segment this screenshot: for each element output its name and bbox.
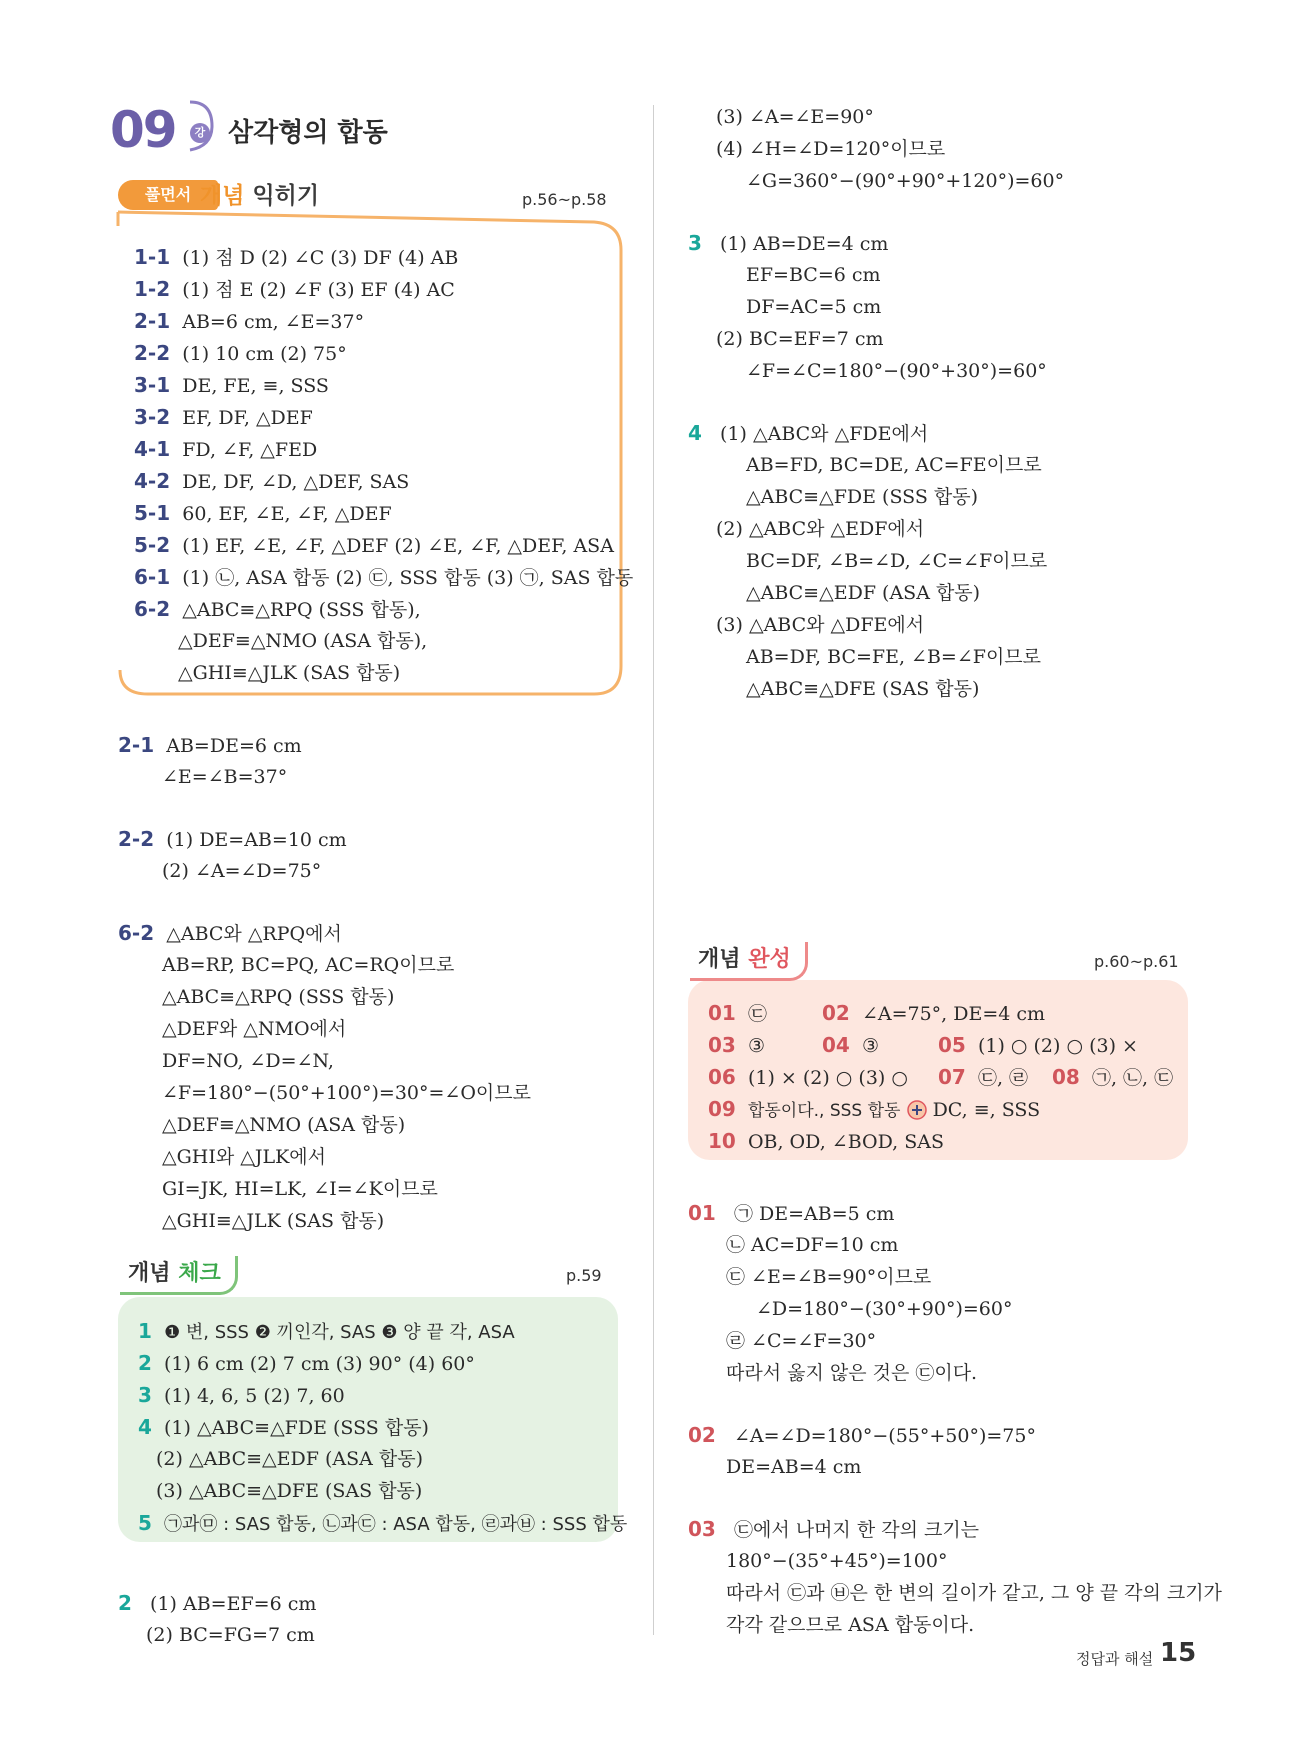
item-label: 4-2 xyxy=(134,469,171,493)
answer-item xyxy=(938,1064,1028,1091)
solution-line: ㉢ ∠E=∠B=90°이므로 xyxy=(726,1266,932,1288)
lesson-unit-badge: 강 xyxy=(190,123,210,143)
lesson-title: 삼각형의 합동 xyxy=(228,118,388,148)
item-label: 5-2 xyxy=(134,533,171,557)
solution-02 xyxy=(688,1422,1036,1449)
item-label: 4 xyxy=(138,1415,152,1439)
answer-item xyxy=(822,1000,1045,1027)
item-label: 3-1 xyxy=(134,373,171,397)
solution-line: (2) BC=FG=7 cm xyxy=(146,1624,315,1646)
item-text: (1) EF, ∠E, ∠F, △DEF (2) ∠E, ∠F, △DEF, ASA xyxy=(182,535,614,557)
answer-item xyxy=(708,1096,1040,1124)
solution-line: (3) ∠A=∠E=90° xyxy=(716,106,874,128)
answer-label: 01 xyxy=(708,1001,736,1025)
solution-line: AB=RP, BC=PQ, AC=RQ이므로 xyxy=(162,954,455,976)
solution-line: (4) ∠H=∠D=120°이므로 xyxy=(716,138,946,160)
solution-line: ∠A=∠D=180°−(55°+50°)=75° xyxy=(733,1425,1036,1447)
solution-line: (1) DE=AB=10 cm xyxy=(166,829,347,851)
solution-line: ∠E=∠B=37° xyxy=(162,766,288,788)
solution-line: 따라서 옳지 않은 것은 ㉢이다. xyxy=(726,1362,978,1384)
item-label: 3-2 xyxy=(134,405,171,429)
answer-item xyxy=(938,1032,1138,1059)
answer-text: ㉢ xyxy=(747,1003,767,1025)
solution-label: 2-2 xyxy=(118,827,155,851)
section-title-a: 개념 xyxy=(200,183,245,209)
solution-label: 3 xyxy=(688,231,702,255)
item-label: 3 xyxy=(138,1383,152,1407)
list-item xyxy=(138,1318,515,1346)
list-item xyxy=(138,1382,345,1409)
solution-2-2 xyxy=(118,826,347,853)
list-item xyxy=(134,532,614,559)
item-text: (1) 6 cm (2) 7 cm (3) 90° (4) 60° xyxy=(164,1353,475,1375)
solution-line: △GHI와 △JLK에서 xyxy=(162,1146,327,1168)
list-item xyxy=(134,404,313,431)
list-item xyxy=(134,308,364,335)
list-item xyxy=(134,276,455,303)
solution-label: 4 xyxy=(688,421,702,445)
answer-text: ㉢, ㉣ xyxy=(977,1067,1029,1089)
answer-label: 04 xyxy=(822,1033,850,1057)
solution-line: ㉡ AC=DF=10 cm xyxy=(726,1234,899,1256)
solution-line: △DEF≡△NMO (ASA 합동) xyxy=(162,1114,406,1136)
item-text: (3) △ABC≡△DFE (SAS 합동) xyxy=(156,1480,423,1502)
list-item xyxy=(134,468,409,495)
page-ref: p.56~p.58 xyxy=(522,190,607,209)
solution-line: (3) △ABC와 △DFE에서 xyxy=(716,614,925,636)
solution-line: △DEF와 △NMO에서 xyxy=(162,1018,347,1040)
item-text: (1) 4, 6, 5 (2) 7, 60 xyxy=(164,1385,345,1407)
solution-label: 2-1 xyxy=(118,733,155,757)
solution-line: 180°−(35°+45°)=100° xyxy=(726,1550,948,1572)
answer-item xyxy=(708,1128,944,1155)
answer-text: ∠A=75°, DE=4 cm xyxy=(861,1003,1046,1025)
list-item xyxy=(134,596,421,623)
solution-line: (1) AB=DE=4 cm xyxy=(720,233,889,255)
solution-label: 02 xyxy=(688,1423,716,1447)
solution-line: AB=DF, BC=FE, ∠B=∠F이므로 xyxy=(746,646,1042,668)
item-text: FD, ∠F, △FED xyxy=(182,439,318,461)
section3-title-a: 개념 xyxy=(698,947,741,972)
solution-line: DF=NO, ∠D=∠N, xyxy=(162,1050,334,1072)
solution-line: DF=AC=5 cm xyxy=(746,296,882,318)
solution-line: ∠F=180°−(50°+100°)=30°=∠O이므로 xyxy=(162,1082,531,1104)
list-item xyxy=(134,564,633,591)
answer-text: DC, ≡, SSS xyxy=(932,1099,1041,1121)
solution-line: (2) ∠A=∠D=75° xyxy=(162,860,322,882)
item-label: 5-1 xyxy=(134,501,171,525)
solution-3 xyxy=(688,230,888,257)
solution-line: ㉣ ∠C=∠F=30° xyxy=(726,1330,877,1352)
answer-label: 08 xyxy=(1052,1065,1080,1089)
list-item xyxy=(134,244,458,271)
list-item xyxy=(134,340,347,367)
item-label: 5 xyxy=(138,1511,152,1535)
list-item xyxy=(156,1446,423,1472)
answer-text: (1) × (2) ○ (3) ○ xyxy=(747,1067,908,1089)
footer-label: 정답과 해설 xyxy=(1076,1650,1154,1668)
answer-label: 07 xyxy=(938,1065,966,1089)
section-tab-badge: 풀면서 xyxy=(118,180,218,210)
answer-item xyxy=(1052,1064,1173,1091)
item-text: (1) 10 cm (2) 75° xyxy=(182,343,347,365)
page-ref: p.59 xyxy=(566,1266,602,1285)
solution-line: △ABC≡△FDE (SSS 합동) xyxy=(746,486,978,508)
answer-text: ③ xyxy=(861,1035,879,1057)
section2-title-a: 개념 xyxy=(128,1261,171,1286)
solution-line: ㉠ DE=AB=5 cm xyxy=(733,1203,895,1225)
answer-item xyxy=(822,1032,879,1059)
solution-01 xyxy=(688,1200,894,1227)
item-text: (1) 점 D (2) ∠C (3) DF (4) AB xyxy=(182,247,459,269)
item-label: 1-2 xyxy=(134,277,171,301)
solution-line: ∠G=360°−(90°+90°+120°)=60° xyxy=(746,170,1065,192)
item-text: DE, DF, ∠D, △DEF, SAS xyxy=(182,471,410,493)
solution-label: 2 xyxy=(118,1591,132,1615)
list-item xyxy=(134,372,329,399)
solution-line: ㉢에서 나머지 한 각의 크기는 xyxy=(733,1519,980,1541)
section-title-b: 익히기 xyxy=(252,183,320,209)
item-text: (2) △ABC≡△EDF (ASA 합동) xyxy=(156,1448,424,1470)
solution-line: (1) AB=EF=6 cm xyxy=(150,1593,317,1615)
lesson-number: 09 xyxy=(110,101,176,159)
answer-item xyxy=(708,1000,767,1027)
item-label: 2-1 xyxy=(134,309,171,333)
item-text: AB=6 cm, ∠E=37° xyxy=(182,311,365,333)
item-label: 4-1 xyxy=(134,437,171,461)
answer-item xyxy=(708,1032,765,1059)
answer-text: ③ xyxy=(747,1035,765,1057)
solution-line: DE=AB=4 cm xyxy=(726,1456,862,1478)
item-text: (1) △ABC≡△FDE (SSS 합동) xyxy=(164,1417,429,1439)
solution-line: △ABC≡△RPQ (SSS 합동) xyxy=(162,986,395,1008)
solution-line: 각각 같으므로 ASA 합동이다. xyxy=(726,1614,975,1636)
page-number: 15 xyxy=(1160,1638,1197,1668)
solution-line: ∠F=∠C=180°−(90°+30°)=60° xyxy=(746,360,1047,382)
answer-label: 10 xyxy=(708,1129,736,1153)
item-text: DE, FE, ≡, SSS xyxy=(182,375,329,397)
solution-line: △ABC≡△EDF (ASA 합동) xyxy=(746,582,981,604)
item-text: ❶ 변, SSS ❷ 끼인각, SAS ❸ 양 끝 각, ASA xyxy=(164,1322,515,1343)
solution-03 xyxy=(688,1516,979,1543)
solution-line: △ABC와 △RPQ에서 xyxy=(166,923,342,945)
solution-line: EF=BC=6 cm xyxy=(746,264,881,286)
column-divider xyxy=(653,105,654,1635)
list-item-cont: △DEF≡△NMO (ASA 합동), xyxy=(178,630,428,652)
item-label: 1 xyxy=(138,1319,152,1343)
answer-label: 05 xyxy=(938,1033,966,1057)
list-item xyxy=(134,436,317,463)
section3-title xyxy=(690,942,808,981)
item-text: △ABC≡△RPQ (SSS 합동), xyxy=(182,599,421,621)
solution-line: 따라서 ㉢과 ㉥은 한 변의 길이가 같고, 그 양 끝 각의 크기가 xyxy=(726,1582,1222,1604)
section3-title-b: 완성 xyxy=(748,947,791,972)
solution-line: AB=FD, BC=DE, AC=FE이므로 xyxy=(746,454,1042,476)
list-item xyxy=(138,1414,429,1441)
item-label: 1-1 xyxy=(134,245,171,269)
answer-text: (1) ○ (2) ○ (3) × xyxy=(977,1035,1138,1057)
item-label: 6-1 xyxy=(134,565,171,589)
solution-line: (1) △ABC와 △FDE에서 xyxy=(720,423,929,445)
solution-label: 01 xyxy=(688,1201,716,1225)
solution-line: GI=JK, HI=LK, ∠I=∠K이므로 xyxy=(162,1178,438,1200)
section2-title xyxy=(120,1256,238,1295)
item-text: ㉠과㉤ : SAS 합동, ㉡과㉢ : ASA 합동, ㉣과㉥ : SSS 합동 xyxy=(164,1514,628,1535)
solution-2-1 xyxy=(118,732,302,759)
item-text: (1) ㉡, ASA 합동 (2) ㉢, SSS 합동 (3) ㉠, SAS 합동 xyxy=(182,567,634,589)
answer-item xyxy=(708,1064,908,1091)
section2-title-b: 체크 xyxy=(178,1261,221,1286)
solution-line: △GHI≡△JLK (SAS 합동) xyxy=(162,1210,385,1232)
solution-label: 6-2 xyxy=(118,921,155,945)
solution-line: AB=DE=6 cm xyxy=(166,735,302,757)
solution-line: (2) △ABC와 △EDF에서 xyxy=(716,518,925,540)
section-title xyxy=(200,180,319,212)
answer-label: 03 xyxy=(708,1033,736,1057)
item-label: 2-2 xyxy=(134,341,171,365)
solution-line: △ABC≡△DFE (SAS 합동) xyxy=(746,678,980,700)
answer-label: 06 xyxy=(708,1065,736,1089)
item-text: (1) 점 E (2) ∠F (3) EF (4) AC xyxy=(182,279,455,301)
solution-line: BC=DF, ∠B=∠D, ∠C=∠F이므로 xyxy=(746,550,1048,572)
list-item xyxy=(156,1478,422,1504)
answer-text: OB, OD, ∠BOD, SAS xyxy=(747,1131,944,1153)
item-text: EF, DF, △DEF xyxy=(182,407,313,429)
answer-label: 02 xyxy=(822,1001,850,1025)
solution-line: ∠D=180°−(30°+90°)=60° xyxy=(756,1298,1013,1320)
answer-text: 합동이다., SSS 합동 xyxy=(747,1101,901,1121)
solution-label: 03 xyxy=(688,1517,716,1541)
page-ref: p.60~p.61 xyxy=(1094,952,1179,971)
answer-label: 09 xyxy=(708,1097,736,1121)
solution-2 xyxy=(118,1590,316,1617)
list-item-cont: △GHI≡△JLK (SAS 합동) xyxy=(178,662,401,684)
answer-text: ㉠, ㉡, ㉢ xyxy=(1091,1067,1174,1089)
item-label: 2 xyxy=(138,1351,152,1375)
solution-4 xyxy=(688,420,928,447)
plus-circle-icon xyxy=(907,1100,927,1120)
solution-line: (2) BC=EF=7 cm xyxy=(716,328,884,350)
solution-6-2 xyxy=(118,920,342,947)
item-text: 60, EF, ∠E, ∠F, △DEF xyxy=(182,503,392,525)
list-item xyxy=(134,500,392,527)
list-item xyxy=(138,1510,627,1538)
list-item xyxy=(138,1350,475,1377)
item-label: 6-2 xyxy=(134,597,171,621)
